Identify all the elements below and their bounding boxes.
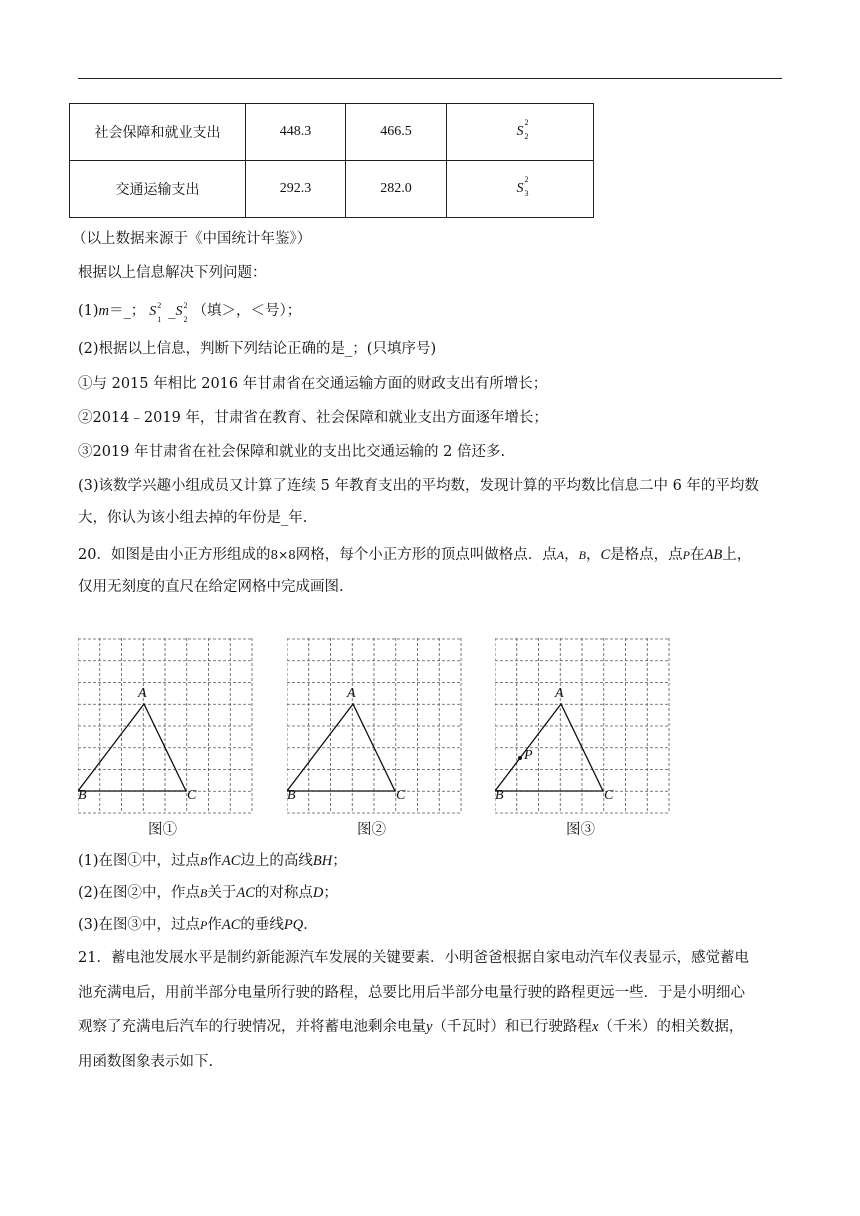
label-B: B (287, 788, 296, 803)
variance-cell: S 2 2 (447, 104, 594, 161)
conclusion-2: ②2014﹣2019 年，甘肃省在教育、社会保障和就业支出方面逐年增长； (78, 410, 548, 426)
problem-20-line-2: 仅用无刻度的直尺在给定网格中完成画图. (78, 579, 344, 595)
grid-figure-3 (495, 638, 675, 828)
subtask-2: (2)在图②中，作点B关于AC的对称点D； (78, 885, 338, 901)
conclusion-1: ①与 2015 年相比 2016 年甘肃省在交通运输方面的财政支出有所增长； (78, 376, 548, 392)
figure-3 (495, 638, 675, 838)
subtask-1: (1)在图①中，过点B作AC边上的高线BH； (78, 853, 347, 869)
value-cell: 292.3 (246, 161, 346, 218)
expenditure-table (69, 103, 594, 218)
question-2: (2)根据以上信息，判断下列结论正确的是_；(只填序号) (78, 341, 437, 357)
subtask-3: (3)在图③中，过点P作AC的垂线PQ． (78, 917, 318, 933)
value-cell: 448.3 (246, 104, 346, 161)
question-3-line-2: 大，你认为该小组去掉的年份是_年. (78, 510, 308, 526)
value-cell: 282.0 (346, 161, 447, 218)
row-label: 交通运输支出 (70, 161, 246, 218)
problem-20-line-1: 20．如图是由小正方形组成的8×8网格，每个小正方形的顶点叫做格点．点A，B，C是格点，点P在AB上， (78, 547, 752, 563)
figure-1 (78, 638, 258, 838)
label-A: A (555, 686, 564, 701)
problem-21-line-3: 观察了充满电后汽车的行驶情况，并将蓄电池剩余电量y（千瓦时）和已行驶路程x（千米）的相关数据， (78, 1019, 744, 1035)
grid-figure-2 (287, 638, 467, 828)
question-1: (1)m＝_； S 2 1 _S 2 2 （填＞，＜号）； (78, 301, 302, 324)
data-source-note: （以上数据来源于《中国统计年鉴》） (72, 231, 312, 247)
caption-figure-3: 图③ (566, 822, 595, 838)
table-row (70, 161, 594, 218)
label-A: A (347, 686, 356, 701)
caption-figure-2: 图② (357, 822, 386, 838)
label-B: B (78, 788, 87, 803)
table-row (70, 104, 594, 161)
problem-21-line-1: 21．蓄电池发展水平是制约新能源汽车发展的关键要素．小明爸爸根据自家电动汽车仪表显示，感觉蓄电 (78, 950, 749, 966)
problem-21-line-4: 用函数图象表示如下. (78, 1054, 214, 1070)
question-3-line-1: (3)该数学兴趣小组成员又计算了连续 5 年教育支出的平均数，发现计算的平均数比信息二中 6 年的平均数 (78, 478, 759, 494)
value-cell: 466.5 (346, 104, 447, 161)
intro-text: 根据以上信息解决下列问题： (78, 265, 267, 281)
label-C: C (604, 788, 614, 803)
header-rule (78, 78, 782, 79)
label-B: B (495, 788, 504, 803)
row-label: 社会保障和就业支出 (70, 104, 246, 161)
problem-21-line-2: 池充满电后，用前半部分电量所行驶的路程，总要比用后半部分电量行驶的路程更远一些．于是小明细心 (78, 985, 745, 1001)
label-C: C (187, 788, 197, 803)
figure-2 (287, 638, 467, 838)
variance-cell: S 2 3 (447, 161, 594, 218)
label-P: P (524, 748, 533, 763)
label-A: A (138, 686, 147, 701)
point-P-dot (518, 756, 522, 760)
grid-figure-1 (78, 638, 258, 828)
caption-figure-1: 图① (148, 822, 177, 838)
label-C: C (396, 788, 406, 803)
conclusion-3: ③2019 年甘肃省在社会保障和就业的支出比交通运输的 2 倍还多. (78, 444, 506, 460)
